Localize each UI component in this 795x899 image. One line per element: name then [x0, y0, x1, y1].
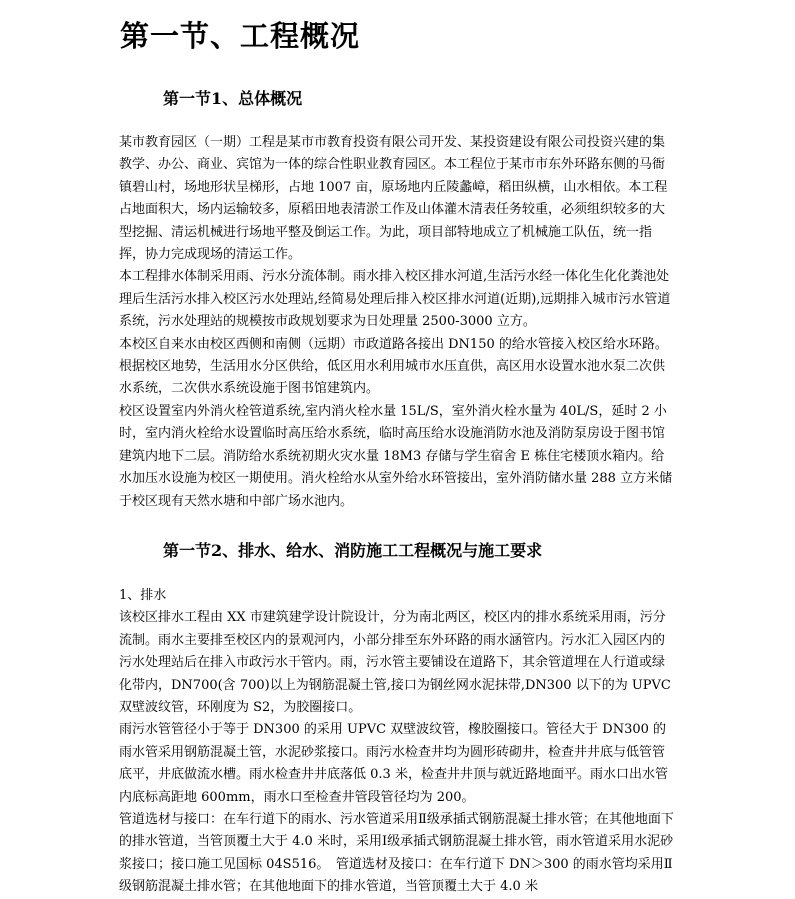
document-title: 第一节、工程概况 [120, 19, 361, 53]
section-heading-drainage: 第一节2、排水、给水、消防施工工程概况与施工要求 [163, 541, 543, 560]
section-body-overview [119, 132, 677, 513]
paragraph: 本工程排水体制采用雨、污水分流体制。雨水排入校区排水河道,生活污水经一体化生化化粪池处理后生活污水排入校区污水处理站,经简易处理后排入校区排水河道(近期),远期排入城市污水管道系统，污水处理站的规模按市政规划要求为日处理量 2500-3000 立方。 [119, 269, 671, 330]
paragraph: 雨污水管管径小于等于 DN300 的采用 UPVC 双壁波纹管，橡胶圈接口。管径大于 DN300 的雨水管采用钢筋混凝土管，水泥砂浆接口。雨污水检查井均为圆形砖砌井，检查井井底与低管管底平，井底做流水槽。雨水检查井井底落低 0.3 米，检查井井顶与就近路地面平。雨水口出水管内底标高距地 600mm，雨水口至检查井管段管径均为 200。 [119, 722, 668, 805]
section-heading-overview: 第一节1、总体概况 [163, 89, 303, 108]
paragraph: 本校区自来水由校区西侧和南侧（远期）市政道路各接出 DN150 的给水管接入校区给水环路。根据校区地势，生活用水分区供给，低区用水利用城市水压直供，高区用水设置水池水泵二次供水系统，二次供水系统设施于图书馆建筑内。 [119, 336, 668, 397]
subheading-drainage: 1、排水 [119, 588, 167, 603]
paragraph: 某市教育园区（一期）工程是某市市教育投资有限公司开发、某投资建设有限公司投资兴建的集教学、办公、商业、宾馆为一体的综合性职业教育园区。本工程位于某市市东外环路东侧的马衙镇碧山村，场地形状呈梯形，占地 1007 亩，原场地内丘陵蠡嶂，稻田纵横，山水相依。本工程占地面积大，场内运输较多，原稻田地表清淤工作及山体灌木清表任务较重，必须组织较多的大型挖掘、清运机械进行场地平整及倒运工作。为此，项目部特地成立了机械施工队伍，统一指挥，协力完成现场的清运工作。 [119, 135, 668, 263]
paragraph: 该校区排水工程由 XX 市建筑建学设计院设计，分为南北两区，校区内的排水系统采用雨，污分流制。雨水主要排至校区内的景观河内，小部分排至东外环路的雨水涵管内。污水汇入园区内的污水处理站后在排入市政污水干管内。雨，污水管主要铺设在道路下，其余管道埋在人行道或绿化带内，DN700(含 700)以上为钢筋混凝土管,接口为钢丝网水泥抹带,DN300 以下的为 UPVC 双壁波纹管，环刚度为 S2，为胶圈接口。 [119, 610, 671, 716]
paragraph: 校区设置室内外消火栓管道系统,室内消火栓水量 15L/S，室外消火栓水量为 40L/S，延时 2 小时，室内消火栓给水设置临时高压给水系统，临时高压给水设施消防水池及消防泵房设于图书馆建筑内地下二层。消防给水系统初期火灾水量 18M3 存储与学生宿舍 E 栋住宅楼顶水箱内。给水加压水设施为校区一期使用。消火栓给水从室外给水环管接出，室外消防储水量 288 立方米储于校区现有天然水塘和中部广场水池内。 [119, 403, 673, 509]
paragraph: 管道选材与接口：在车行道下的雨水、污水管道采用Ⅱ级承插式钢筋混凝土排水管；在其他地面下的排水管道，当管顶覆土大于 4.0 米时，采用Ⅰ级承插式钢筋混凝土排水管，雨水管道采用水泥砂浆接口；接口施工见国标 04S516。 管道选材及接口：在车行道下 DN＞300 的雨水管均采用Ⅱ级钢筋混凝土排水管；在其他地面下的排水管道，当管顶覆土大于 4.0 米 [119, 812, 674, 895]
section-body-drainage [119, 585, 677, 899]
